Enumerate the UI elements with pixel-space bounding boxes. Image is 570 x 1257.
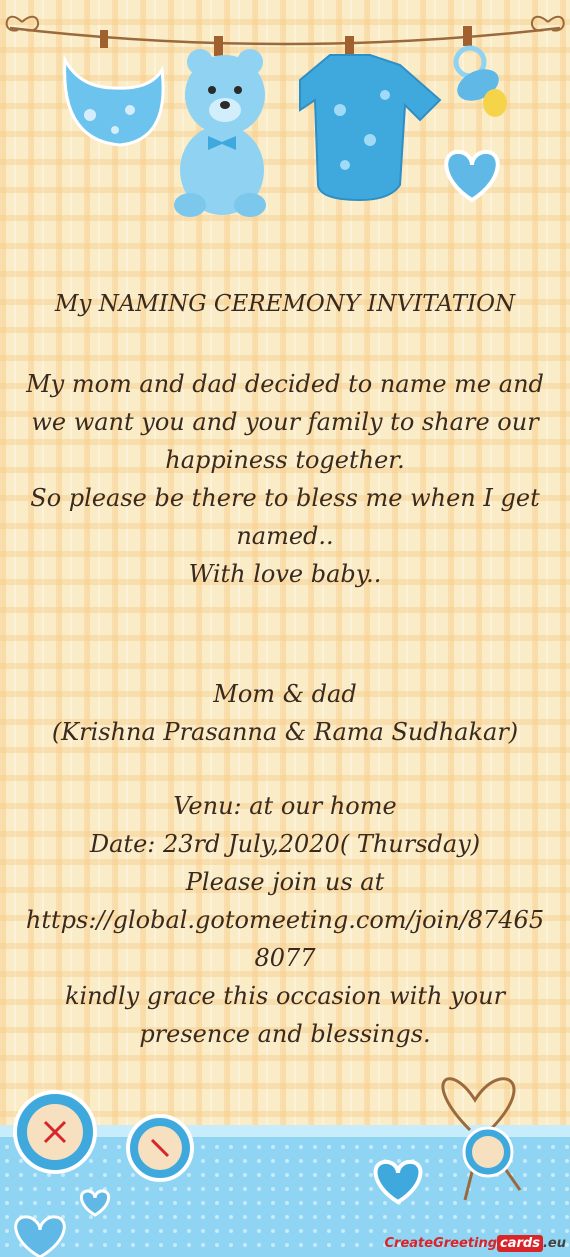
message-line: My mom and dad decided to name me and we want you and your family to share our happiness together.	[26, 370, 544, 474]
brand-logo[interactable]: CreateGreeting cards .eu	[384, 1236, 566, 1251]
date: Date: 23rd July,2020( Thursday)	[89, 830, 481, 858]
closing-text: kindly grace this occasion with your presence and blessings.	[64, 982, 506, 1048]
invitation-title: My NAMING CEREMONY INVITATION	[54, 291, 516, 317]
invitation-message	[20, 365, 550, 593]
rope	[10, 28, 560, 44]
message-line: So please be there to bless me when I get named..	[30, 484, 540, 550]
baby-onesie-icon	[300, 36, 440, 200]
signoff-from: Mom & dad	[213, 680, 357, 708]
signoff	[20, 675, 550, 751]
heart-icon	[446, 152, 498, 200]
button-icon	[128, 1116, 192, 1180]
clothesline-illustration	[0, 0, 570, 240]
button-icon	[15, 1092, 95, 1172]
join-label: Please join us at	[185, 868, 385, 896]
teddy-bear-icon	[174, 36, 266, 217]
button-icon	[464, 1128, 512, 1176]
pacifier-icon	[452, 26, 507, 117]
meeting-link[interactable]: https://global.gotomeeting.com/join/874658077	[25, 906, 545, 972]
signoff-names: (Krishna Prasanna & Rama Sudhakar)	[51, 718, 519, 746]
venue: Venu: at our home	[173, 792, 397, 820]
baby-bib-icon	[65, 30, 163, 145]
message-line: With love baby..	[188, 560, 382, 588]
event-details	[20, 787, 550, 1053]
bottom-border-illustration	[0, 1070, 570, 1257]
